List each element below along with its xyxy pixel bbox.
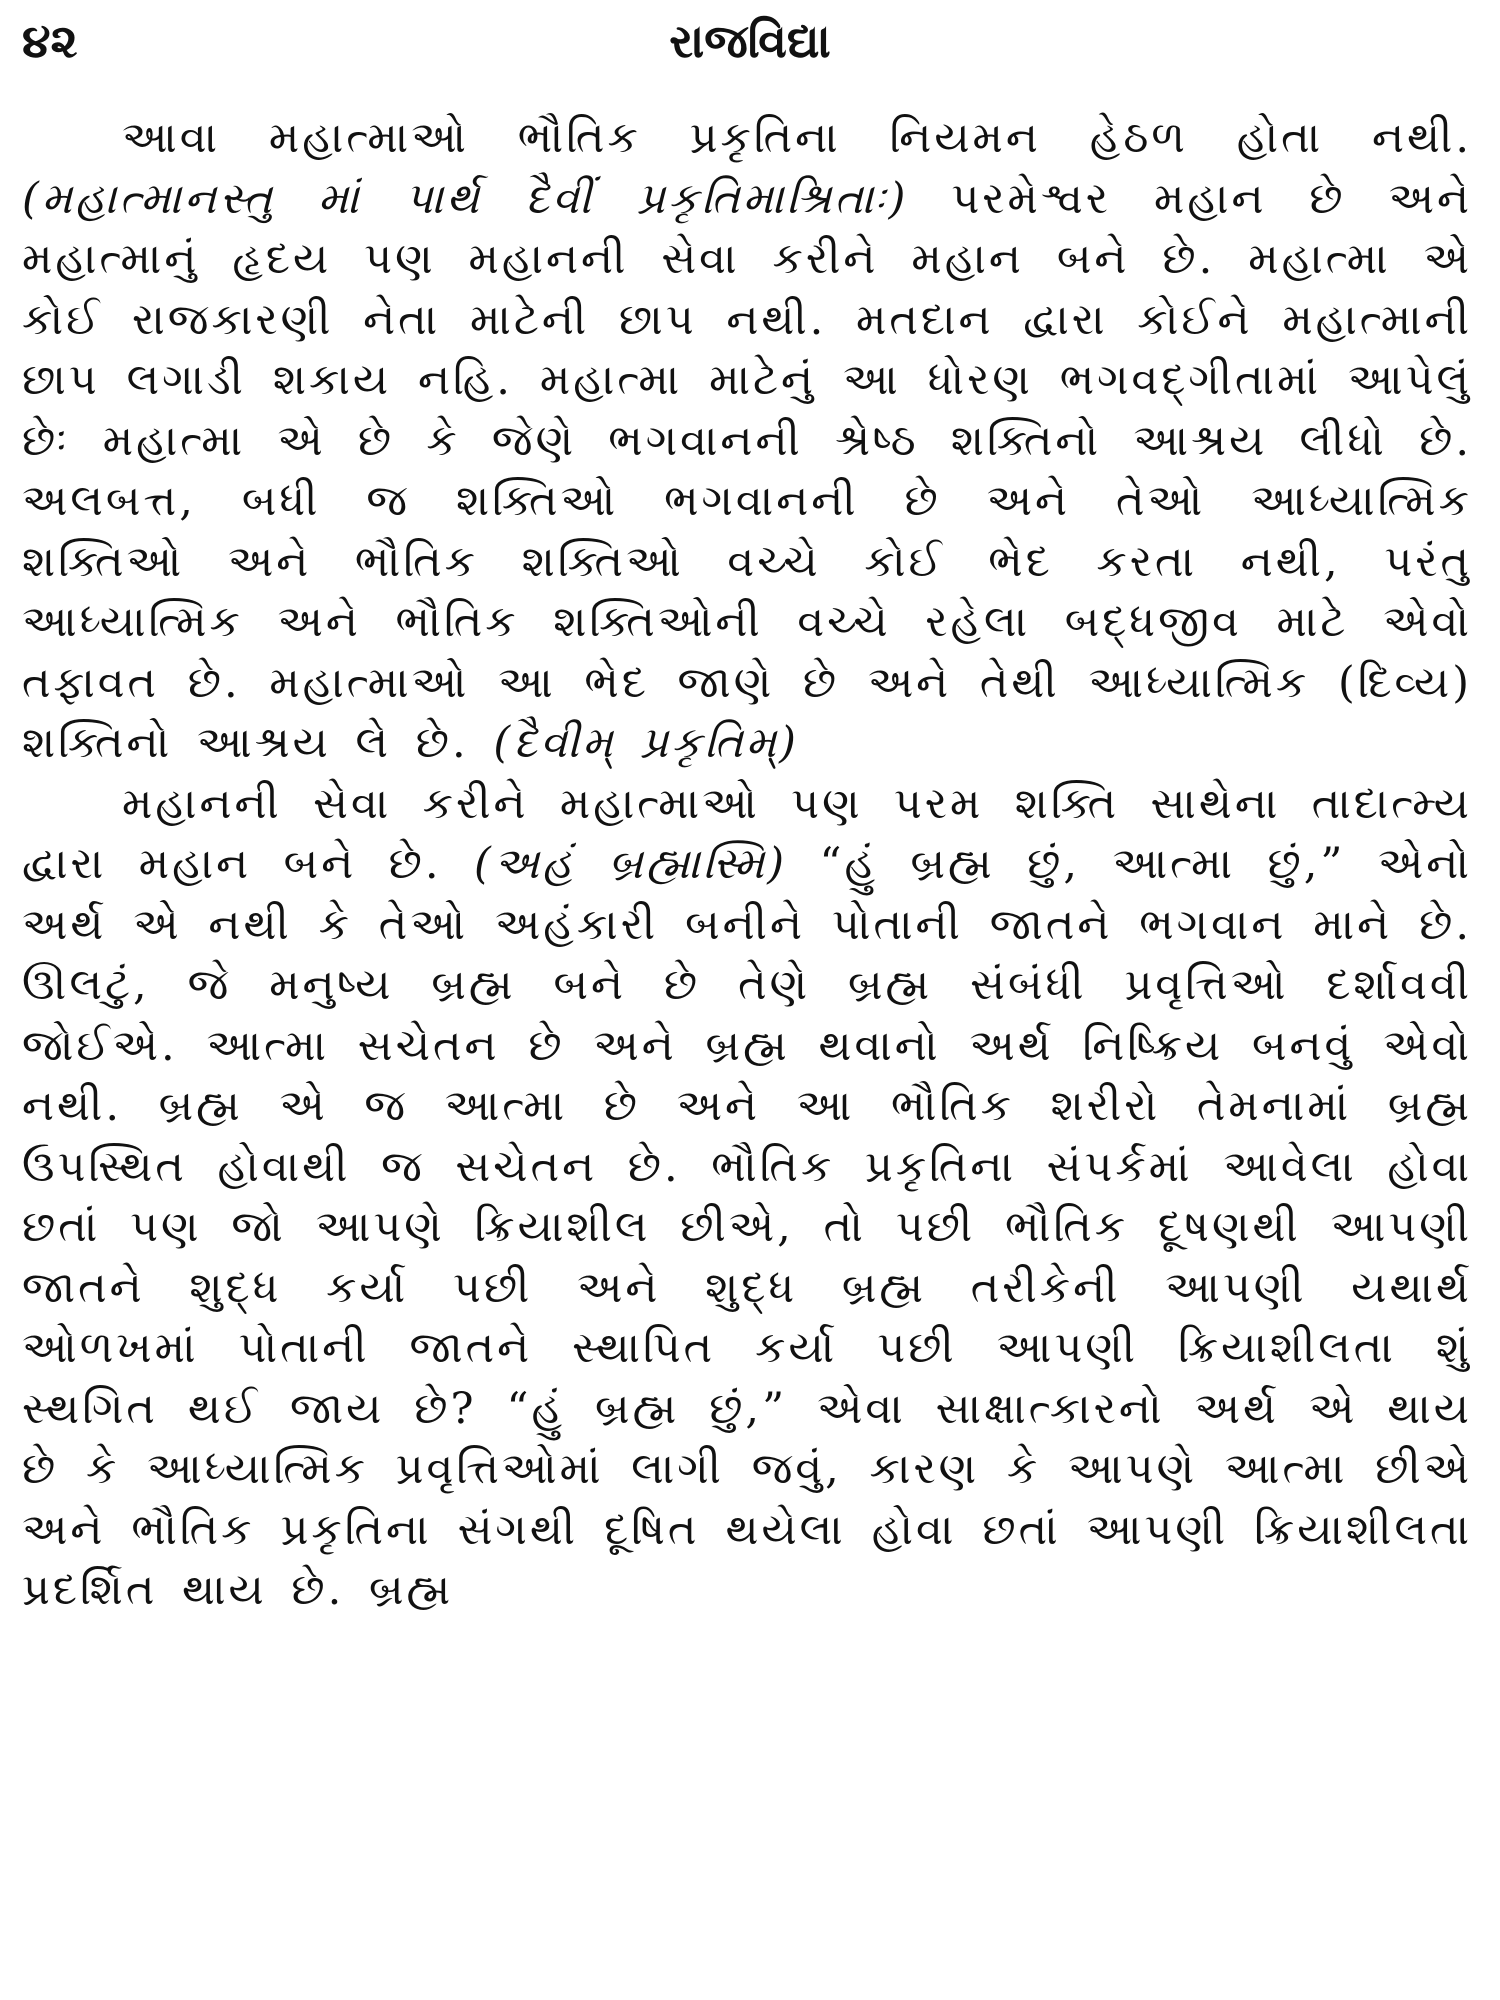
sanskrit-quote-1: (મહાત્માનસ્તુ માં પાર્થ દૈવીં પ્રકૃતિમાશ્રિતાઃ) <box>22 173 909 224</box>
paragraph-2-text-1: મહાનની સેવા કરીને મહાત્માઓ પણ પરમ શક્તિ સાથેના તાદાત્મ્ય દ્વારા મહાન બને છે. <box>22 778 1472 889</box>
paragraph-2-text-2: “હું બ્રહ્મ છું, આત્મા છું,” એનો અર્થ એ નથી કે તેઓ અહંકારી બનીને પોતાની જાતને ભગવાન માને છે. ઊલટું, જે મનુષ્ય બ્રહ્મ બને છે તેણે બ્રહ્મ સંબંધી પ્રવૃત્તિઓ દર્શાવવી જોઈએ. આત્મા સચેતન છે અને બ્રહ્મ થવાનો અર્થ નિષ્ક્રિય બનવું એવો નથી. બ્રહ્મ એ જ આત્મા છે અને આ ભૌતિક શરીરો તેમનામાં બ્રહ્મ ઉપસ્થિત હોવાથી જ સચેતન છે. ભૌતિક પ્રકૃતિના સંપર્કમાં આવેલા હોવા છતાં પણ જો આપણે ક્રિયાશીલ છીએ, તો પછી ભૌતિક દૂષણથી આપણી જાતને શુદ્ધ કર્યા પછી અને શુદ્ધ બ્રહ્મ તરીકેની આપણી યથાર્થ ઓળખમાં પોતાની જાતને સ્થાપિત કર્યા પછી આપણી ક્રિયાશીલતા શું સ્થગિત થઈ જાય છે? “હું બ્રહ્મ છું,” એવા સાક્ષાત્કારનો અર્થ એ થાય છે કે આધ્યાત્મિક પ્રવૃત્તિઓમાં લાગી જવું, કારણ કે આપણે આત્મા છીએ અને ભૌતિક પ્રકૃતિના સંગથી દૂષિત થયેલા હોવા છતાં આપણી ક્રિયાશીલતા પ્રદર્શિત થાય છે. બ્રહ્મ <box>22 839 1472 1615</box>
running-title: રાજવિદ્યા <box>669 14 831 68</box>
paragraph-1-text-1: આવા મહાત્માઓ ભૌતિક પ્રકૃતિના નિયમન હેઠળ હોતા નથી. <box>122 113 1472 163</box>
page-number: ૪૨ <box>22 14 78 68</box>
paragraph-2 <box>22 774 1472 1621</box>
paragraph-1-text-2: પરમેશ્વર મહાન છે અને મહાત્માનું હૃદય પણ મહાનની સેવા કરીને મહાન બને છે. મહાત્મા એ કોઈ રાજકારણી નેતા માટેની છાપ નથી. મતદાન દ્વારા કોઈને મહાત્માની છાપ લગાડી શકાય નહિ. મહાત્મા માટેનું આ ધોરણ ભગવદ્ગીતામાં આપેલું છેઃ મહાત્મા એ છે કે જેણે ભગવાનની શ્રેષ્ઠ શક્તિનો આશ્રય લીધો છે. અલબત્ત, બધી જ શક્તિઓ ભગવાનની છે અને તેઓ આધ્યાત્મિક શક્તિઓ અને ભૌતિક શક્તિઓ વચ્ચે કોઈ ભેદ કરતા નથી, પરંતુ આધ્યાત્મિક અને ભૌતિક શક્તિઓની વચ્ચે રહેલા બદ્ધજીવ માટે એવો તફાવત છે. મહાત્માઓ આ ભેદ જાણે છે અને તેથી આધ્યાત્મિક (દિવ્ય) શક્તિનો આશ્રય લે છે. <box>22 173 1472 768</box>
paragraph-1 <box>22 108 1472 774</box>
sanskrit-quote-2: (દૈવીમ્ પ્રકૃતિમ્) <box>493 718 799 768</box>
sanskrit-quote-3: (અહં બ્રહ્માસ્મિ) <box>474 839 788 889</box>
body-text <box>22 108 1472 1621</box>
